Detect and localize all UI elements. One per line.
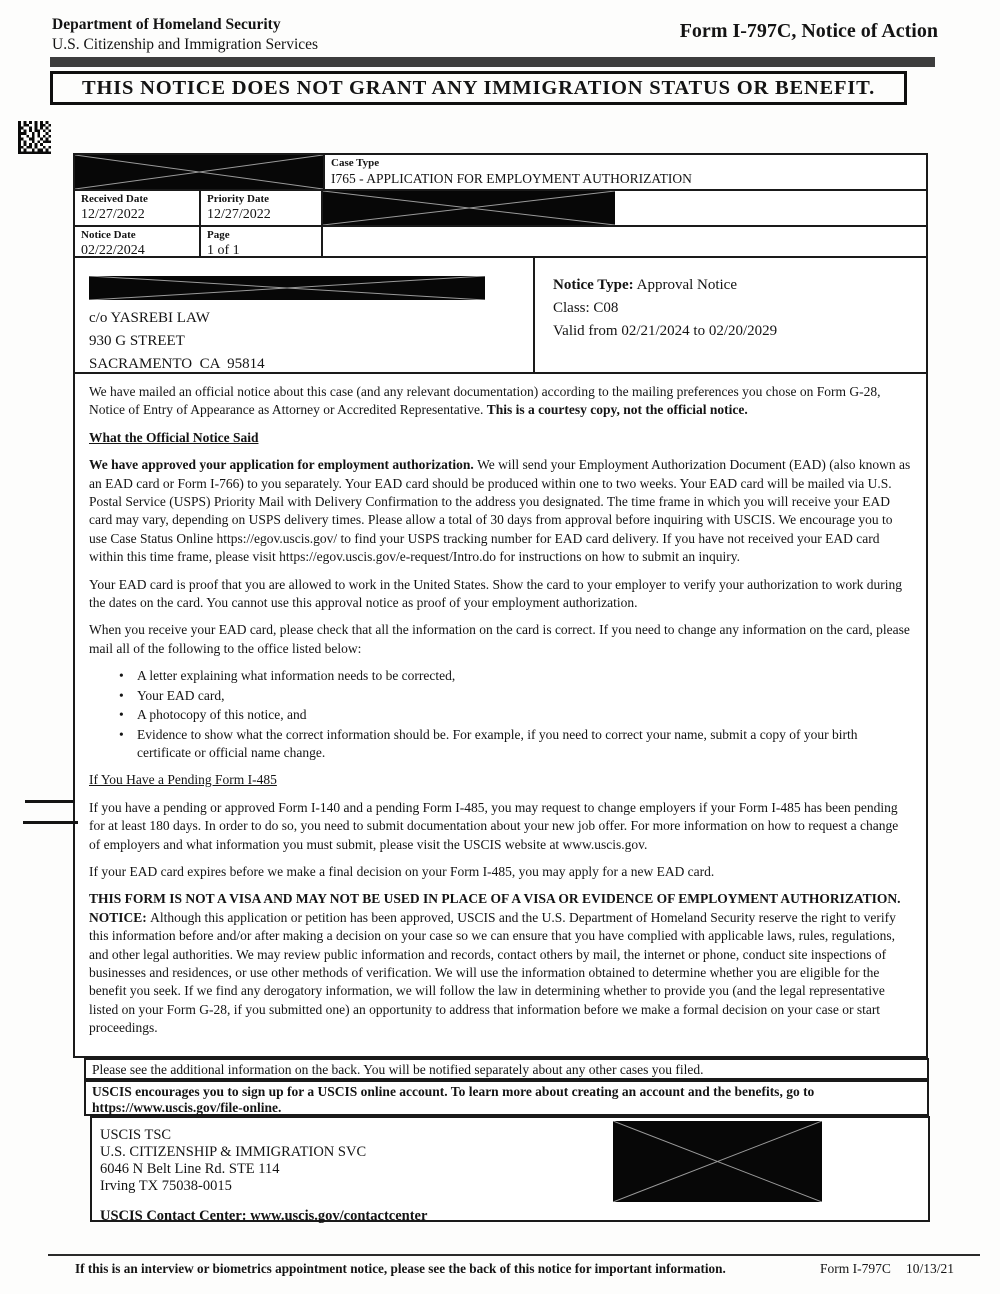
footer-form-code: Form I-797C bbox=[820, 1261, 891, 1276]
section-heading-official-notice: What the Official Notice Said bbox=[89, 429, 259, 445]
body-paragraph-ead-expires: If your EAD card expires before we make a final decision on your Form I-485, you may apply for a new EAD card. bbox=[89, 863, 715, 879]
applicant-name-cell bbox=[323, 191, 926, 225]
body-paragraph-courtesy bbox=[89, 383, 912, 420]
online-account-note: USCIS encourages you to sign up for a USCIS online account. To learn more about creating an account and the benefits, go to https://www.uscis.gov/file-online. bbox=[84, 1080, 929, 1116]
priority-date-value: 12/27/2022 bbox=[207, 207, 271, 222]
priority-date-cell bbox=[201, 191, 323, 225]
header-divider-bar bbox=[50, 57, 935, 67]
valid-line: Valid from 02/21/2024 to 02/20/2029 bbox=[553, 323, 778, 339]
body-paragraph-check-card: When you receive your EAD card, please check that all the information on the card is correct. If you need to change any information on the card, please mail all of the following to the office listed below: bbox=[89, 622, 910, 656]
addressee-line-3: SACRAMENTO CA 95814 bbox=[89, 356, 265, 372]
body-paragraph-ead-proof: Your EAD card is proof that you are allowed to work in the United States. Show the card to your employer to verify your authorization to work during the dates on the card. You cannot use this approval notice as proof of your employment authorization. bbox=[89, 576, 902, 611]
case-table-row-4 bbox=[75, 258, 926, 372]
margin-mark bbox=[23, 821, 78, 824]
margin-mark bbox=[25, 800, 75, 803]
addressee-line-1: c/o YASREBI LAW bbox=[89, 310, 210, 326]
received-date-label: Received Date bbox=[81, 193, 148, 205]
bullet-marker: • bbox=[119, 668, 124, 684]
courtesy-bold-text: This is a courtesy copy, not the official notice. bbox=[486, 402, 748, 418]
agency-name: Department of Homeland Security bbox=[52, 16, 281, 33]
body-paragraph-legal-notice bbox=[89, 890, 912, 1037]
footer-divider bbox=[48, 1254, 980, 1256]
agency-subname: U.S. Citizenship and Immigration Services bbox=[52, 36, 319, 53]
page-label: Page bbox=[207, 229, 230, 241]
received-date-value: 12/27/2022 bbox=[81, 207, 145, 222]
page-cell bbox=[201, 227, 323, 256]
section-heading-pending-i485: If You Have a Pending Form I-485 bbox=[89, 772, 277, 788]
case-table bbox=[73, 153, 928, 372]
bullet-text: Your EAD card, bbox=[137, 687, 225, 703]
case-type-label: Case Type bbox=[331, 157, 380, 169]
list-item bbox=[119, 726, 912, 763]
addressee-line-2: 930 G STREET bbox=[89, 333, 185, 349]
notice-date-value: 02/22/2024 bbox=[81, 243, 145, 258]
body-paragraph-change-employers: If you have a pending or approved Form I-140 and a pending Form I-485, you may request to change employers if your Form I-485 has been pending for at least 180 days. In order to do so, you need to submit documentation about your new job offer. For more information on how to request a change of employers and what information you must submit, please visit the USCIS website at www.uscis.gov. bbox=[89, 799, 899, 852]
case-type-cell bbox=[325, 155, 926, 189]
notice-type-line bbox=[553, 274, 926, 297]
case-table-row-2 bbox=[75, 191, 926, 227]
footer-note: If this is an interview or biometrics appointment notice, please see the back of this notice for important information. bbox=[75, 1261, 726, 1276]
office-line-3: 6046 N Belt Line Rd. STE 114 bbox=[100, 1161, 280, 1177]
priority-date-label: Priority Date bbox=[207, 193, 269, 205]
legal-notice-bold-text: THIS FORM IS NOT A VISA AND MAY NOT BE USED IN PLACE OF A VISA OR EVIDENCE OF EMPLOYMENT AUTHORIZATION. NOTICE: bbox=[89, 891, 901, 925]
received-date-cell bbox=[75, 191, 201, 225]
body-paragraph-approval bbox=[89, 456, 912, 566]
case-table-row-3 bbox=[75, 227, 926, 258]
redaction-box-barcode bbox=[613, 1121, 822, 1202]
list-item bbox=[119, 667, 912, 685]
redaction-box-addressee-name bbox=[89, 276, 485, 300]
notice-type-label: Notice Type: bbox=[553, 277, 634, 293]
case-table-row-1 bbox=[75, 155, 926, 191]
footer-revision-date: 10/13/21 bbox=[906, 1261, 955, 1276]
bullet-marker: • bbox=[119, 687, 124, 703]
office-line-1: USCIS TSC bbox=[100, 1127, 172, 1143]
bullet-marker: • bbox=[119, 726, 124, 742]
form-title: Form I-797C, Notice of Action bbox=[679, 20, 938, 42]
correction-bullet-list bbox=[89, 667, 912, 762]
redaction-box-applicant-name bbox=[323, 191, 615, 225]
notice-type-block bbox=[535, 258, 926, 372]
approval-text: We will send your Employment Authorization Document (EAD) (also known as an EAD card or Form I-766) to you separately. Your EAD card should be produced within one to two weeks. Your EAD card will be mailed via U.S. Postal Service (USPS) Priority Mail with Delivery Confirmation to the address you designated. The time frame in which you will receive your EAD card may vary, depending on USPS delivery times. Please allow a total of 30 days from approval before inquiring with USCIS. We encourage you to use Case Status Online https://egov.uscis.gov/ to find your USPS tracking number for EAD card delivery. If you have not received your EAD card within this time frame, please visit https://egov.uscis.gov/e-request/Intro.do for instructions on how to submit an inquiry. bbox=[89, 457, 911, 565]
approval-bold-text: We have approved your application for employment authorization. bbox=[89, 457, 478, 473]
empty-cell bbox=[323, 227, 926, 256]
office-line-2: U.S. CITIZENSHIP & IMMIGRATION SVC bbox=[100, 1144, 367, 1160]
courtesy-text: We have mailed an official notice about this case (and any relevant documentation) according to the mailing preferences you chose on Form G-28, Notice of Entry of Appearance as Attorney or Accredited Representative. bbox=[89, 384, 881, 418]
case-type-value: I765 - APPLICATION FOR EMPLOYMENT AUTHORIZATION bbox=[331, 171, 692, 186]
redaction-box-receipt-number bbox=[75, 155, 325, 189]
notice-date-label: Notice Date bbox=[81, 229, 136, 241]
notice-banner: THIS NOTICE DOES NOT GRANT ANY IMMIGRATION STATUS OR BENEFIT. bbox=[50, 71, 907, 105]
bullet-text: A photocopy of this notice, and bbox=[137, 707, 307, 723]
notice-type-value: Approval Notice bbox=[633, 277, 737, 293]
datamatrix-barcode-icon bbox=[18, 121, 51, 154]
notice-date-cell bbox=[75, 227, 201, 256]
list-item bbox=[119, 706, 912, 724]
legal-notice-text: Although this application or petition has been approved, USCIS and the U.S. Department of Homeland Security reserve the right to verify this information before and/or after making a decision on your case so we can ensure that you have complied with applicable laws, rules, regulations, and other legal authorities. We may review public information and records, contact others by mail, the internet or phone, conduct site inspections of businesses and residences, or use other methods of verification. We will use the information obtained to determine whether you are eligible for the benefit you seek. If we find any derogatory information, we will follow the law in determining whether to provide you (and the legal representative listed on your Form G-28, if you submitted one) an opportunity to address that information before we make a formal decision on your case or start proceedings. bbox=[89, 909, 896, 1036]
list-item bbox=[119, 687, 912, 705]
additional-info-row: Please see the additional information on the back. You will be notified separately about any other cases you filed. bbox=[84, 1058, 929, 1080]
page-value: 1 of 1 bbox=[207, 243, 240, 258]
bullet-text: Evidence to show what the correct information should be. For example, if you need to correct your name, submit a copy of your birth certificate or official name change. bbox=[137, 726, 858, 760]
addressee-block bbox=[75, 258, 535, 372]
office-line-4: Irving TX 75038-0015 bbox=[100, 1178, 232, 1194]
contact-center-line: USCIS Contact Center: www.uscis.gov/contactcenter bbox=[100, 1208, 428, 1224]
notice-body bbox=[73, 372, 928, 1058]
bullet-text: A letter explaining what information needs to be corrected, bbox=[137, 668, 456, 684]
class-line: Class: C08 bbox=[553, 300, 619, 316]
bullet-marker: • bbox=[119, 707, 124, 723]
